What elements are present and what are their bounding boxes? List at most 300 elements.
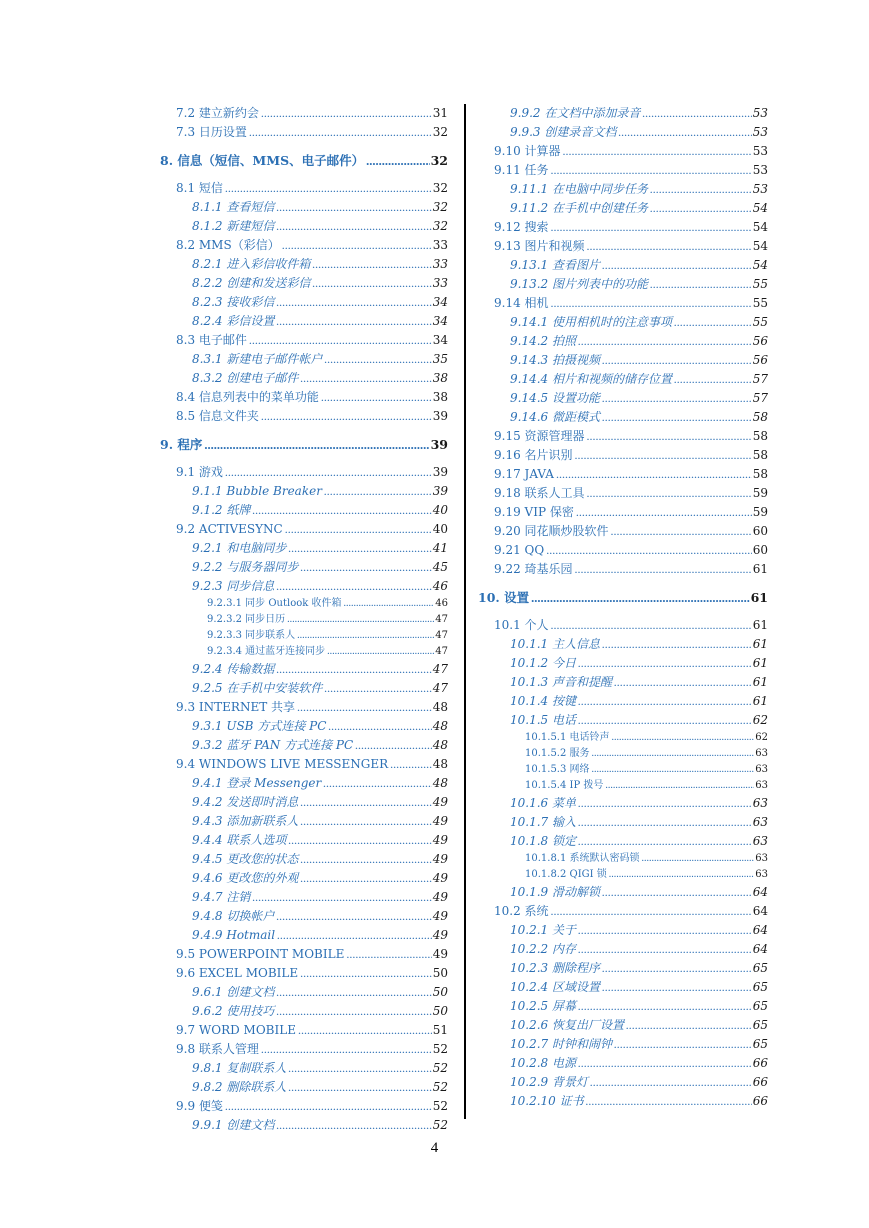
toc-entry-title: 10.2.7 时钟和闹钟 bbox=[510, 1037, 612, 1051]
toc-entry-page: 48 bbox=[432, 738, 448, 752]
toc-entry[interactable] bbox=[192, 198, 448, 217]
toc-leader-dots bbox=[321, 388, 432, 407]
toc-entry[interactable] bbox=[207, 628, 448, 644]
toc-entry-page: 52 bbox=[432, 1118, 448, 1132]
toc-entry-title: 8.3.1 新建电子邮件帐户 bbox=[192, 352, 323, 366]
toc-entry-title: 9.2.4 传输数据 bbox=[192, 662, 275, 676]
toc-entry-page: 56 bbox=[752, 334, 768, 348]
toc-leader-dots bbox=[328, 717, 431, 736]
toc-entry-page: 52 bbox=[432, 1042, 448, 1056]
toc-entry-title: 9.14.5 设置功能 bbox=[510, 391, 600, 405]
toc-entry-title: 9.10 计算器 bbox=[494, 144, 561, 158]
toc-leader-dots bbox=[563, 142, 752, 161]
toc-leader-dots bbox=[546, 541, 752, 560]
toc-entry[interactable] bbox=[510, 408, 768, 427]
toc-leader-dots bbox=[618, 123, 751, 142]
toc-entry[interactable] bbox=[494, 446, 768, 465]
toc-leader-dots bbox=[300, 850, 431, 869]
toc-entry[interactable] bbox=[192, 312, 448, 331]
toc-entry[interactable] bbox=[510, 1035, 768, 1054]
toc-entry-page: 49 bbox=[432, 890, 448, 904]
toc-entry-page: 53 bbox=[752, 144, 768, 158]
toc-entry-page: 39 bbox=[432, 465, 448, 479]
toc-leader-dots bbox=[587, 237, 752, 256]
toc-leader-dots bbox=[626, 1016, 752, 1035]
toc-entry-title: 10.1.3 声音和提醒 bbox=[510, 675, 612, 689]
toc-entry-page: 34 bbox=[432, 333, 448, 347]
toc-entry-page: 32 bbox=[432, 219, 448, 233]
toc-leader-dots bbox=[575, 560, 752, 579]
toc-entry-page: 62 bbox=[755, 732, 768, 743]
toc-entry-page: 54 bbox=[752, 239, 768, 253]
toc-leader-dots bbox=[276, 1002, 431, 1021]
toc-entry-title: 10.1.1 主人信息 bbox=[510, 637, 600, 651]
toc-entry-title: 9.17 JAVA bbox=[494, 467, 554, 481]
column-divider bbox=[464, 104, 466, 1119]
toc-leader-dots bbox=[300, 369, 431, 388]
toc-entry[interactable] bbox=[510, 940, 768, 959]
toc-entry-page: 41 bbox=[432, 541, 448, 555]
toc-entry-page: 32 bbox=[432, 181, 448, 195]
toc-entry-title: 9.14.2 拍照 bbox=[510, 334, 576, 348]
toc-entry-page: 62 bbox=[752, 713, 768, 727]
toc-leader-dots bbox=[642, 104, 751, 123]
toc-entry-title: 8.2 MMS（彩信） bbox=[176, 238, 280, 252]
toc-entry[interactable] bbox=[510, 180, 768, 199]
toc-entry[interactable] bbox=[192, 350, 448, 369]
toc-entry-page: 54 bbox=[752, 201, 768, 215]
toc-entry[interactable] bbox=[192, 1116, 448, 1135]
toc-entry-page: 51 bbox=[432, 1023, 448, 1037]
toc-entry-page: 48 bbox=[432, 719, 448, 733]
toc-entry-page: 47 bbox=[435, 646, 448, 657]
toc-entry[interactable] bbox=[192, 274, 448, 293]
toc-leader-dots bbox=[578, 654, 752, 673]
toc-entry-title: 10.1.5 电话 bbox=[510, 713, 576, 727]
toc-entry[interactable] bbox=[192, 907, 448, 926]
toc-entry-title: 10. 设置 bbox=[478, 590, 530, 605]
toc-entry-page: 61 bbox=[752, 618, 768, 632]
toc-entry[interactable] bbox=[176, 964, 448, 983]
toc-entry-title: 9.6 EXCEL MOBILE bbox=[176, 966, 299, 980]
toc-entry-page: 47 bbox=[432, 662, 448, 676]
toc-entry-page: 64 bbox=[752, 923, 768, 937]
toc-entry-title: 9.7 WORD MOBILE bbox=[176, 1023, 296, 1037]
toc-entry[interactable] bbox=[176, 407, 448, 426]
toc-entry-page: 53 bbox=[752, 163, 768, 177]
toc-entry[interactable] bbox=[494, 237, 768, 256]
toc-entry-page: 52 bbox=[432, 1061, 448, 1075]
toc-entry-page: 34 bbox=[432, 295, 448, 309]
toc-entry[interactable] bbox=[510, 123, 768, 142]
toc-entry[interactable] bbox=[510, 978, 768, 997]
toc-leader-dots bbox=[551, 161, 752, 180]
toc-entry[interactable] bbox=[192, 888, 448, 907]
toc-entry[interactable] bbox=[192, 1059, 448, 1078]
toc-leader-dots bbox=[261, 407, 432, 426]
section-gap bbox=[176, 170, 448, 179]
toc-leader-dots bbox=[324, 350, 431, 369]
toc-leader-dots bbox=[578, 1054, 752, 1073]
toc-entry[interactable] bbox=[494, 560, 768, 579]
toc-leader-dots bbox=[551, 902, 752, 921]
toc-leader-dots bbox=[300, 869, 431, 888]
toc-entry-page: 63 bbox=[752, 796, 768, 810]
toc-entry-title: 9.2.3.3 同步联系人 bbox=[207, 630, 296, 641]
toc-leader-dots bbox=[300, 964, 432, 983]
toc-entry[interactable] bbox=[510, 654, 768, 673]
toc-entry[interactable] bbox=[192, 293, 448, 312]
toc-leader-dots bbox=[578, 813, 752, 832]
toc-left-column bbox=[160, 104, 448, 1135]
toc-entry-title: 9.4.9 Hotmail bbox=[192, 928, 276, 942]
toc-leader-dots bbox=[578, 692, 752, 711]
toc-leader-dots bbox=[614, 1035, 752, 1054]
toc-leader-dots bbox=[276, 1116, 431, 1135]
toc-entry[interactable] bbox=[510, 256, 768, 275]
toc-leader-dots bbox=[587, 427, 752, 446]
toc-entry[interactable] bbox=[192, 482, 448, 501]
toc-leader-dots bbox=[674, 370, 752, 389]
toc-entry-title: 10.2 系统 bbox=[494, 904, 549, 918]
toc-entry-title: 9.4.6 更改您的外观 bbox=[192, 871, 299, 885]
toc-entry-page: 39 bbox=[432, 409, 448, 423]
toc-entry-title: 10.1.8.1 系统默认密码锁 bbox=[525, 853, 640, 864]
toc-entry[interactable] bbox=[510, 997, 768, 1016]
toc-entry-page: 40 bbox=[432, 522, 448, 536]
toc-entry[interactable] bbox=[192, 501, 448, 520]
toc-leader-dots bbox=[355, 736, 432, 755]
toc-leader-dots bbox=[551, 616, 752, 635]
toc-entry-title: 10.2.4 区域设置 bbox=[510, 980, 600, 994]
toc-entry-page: 50 bbox=[432, 985, 448, 999]
toc-leader-dots bbox=[611, 522, 752, 541]
toc-entry[interactable] bbox=[176, 104, 448, 123]
toc-entry-title: 9.6.2 使用技巧 bbox=[192, 1004, 275, 1018]
toc-entry[interactable] bbox=[510, 635, 768, 654]
toc-entry-title: 8.2.2 创建和发送彩信 bbox=[192, 276, 311, 290]
toc-entry[interactable] bbox=[510, 104, 768, 123]
toc-entry-title: 10.1.5.3 网络 bbox=[525, 764, 590, 775]
toc-entry-page: 46 bbox=[432, 579, 448, 593]
toc-entry[interactable] bbox=[510, 275, 768, 294]
toc-entry-page: 52 bbox=[432, 1080, 448, 1094]
toc-entry[interactable] bbox=[176, 1040, 448, 1059]
toc-entry-page: 59 bbox=[752, 486, 768, 500]
toc-entry[interactable] bbox=[510, 711, 768, 730]
toc-entry[interactable] bbox=[510, 332, 768, 351]
toc-entry[interactable] bbox=[494, 161, 768, 180]
toc-entry[interactable] bbox=[176, 123, 448, 142]
toc-entry-title: 10.2.5 屏幕 bbox=[510, 999, 576, 1013]
toc-leader-dots bbox=[252, 888, 431, 907]
toc-entry-page: 60 bbox=[752, 524, 768, 538]
toc-entry[interactable] bbox=[510, 959, 768, 978]
toc-entry-title: 9.9.2 在文档中添加录音 bbox=[510, 106, 641, 120]
toc-entry[interactable] bbox=[510, 1054, 768, 1073]
toc-entry-title: 10.2.6 恢复出厂设置 bbox=[510, 1018, 624, 1032]
toc-entry-title: 9.1.2 纸牌 bbox=[192, 503, 251, 517]
toc-entry[interactable] bbox=[494, 616, 768, 635]
toc-entry-page: 58 bbox=[752, 467, 768, 481]
toc-entry[interactable] bbox=[510, 351, 768, 370]
toc-entry[interactable] bbox=[494, 484, 768, 503]
toc-entry-title: 9.16 名片识别 bbox=[494, 448, 573, 462]
toc-leader-dots bbox=[300, 558, 431, 577]
toc-entry-page: 65 bbox=[752, 999, 768, 1013]
toc-entry-page: 47 bbox=[435, 630, 448, 641]
toc-entry-page: 49 bbox=[432, 814, 448, 828]
section-gap bbox=[176, 426, 448, 435]
toc-entry-title: 10.2.2 内存 bbox=[510, 942, 576, 956]
toc-entry-title: 10.1 个人 bbox=[494, 618, 549, 632]
toc-entry-title: 10.2.1 关于 bbox=[510, 923, 576, 937]
toc-entry-page: 54 bbox=[752, 258, 768, 272]
toc-entry[interactable] bbox=[207, 612, 448, 628]
toc-entry-page: 55 bbox=[752, 315, 768, 329]
toc-entry-page: 61 bbox=[752, 562, 768, 576]
toc-chapter-entry[interactable] bbox=[160, 435, 448, 454]
toc-entry[interactable] bbox=[510, 813, 768, 832]
toc-entry[interactable] bbox=[192, 926, 448, 945]
toc-entry[interactable] bbox=[176, 179, 448, 198]
toc-leader-dots bbox=[650, 180, 752, 199]
toc-leader-dots bbox=[575, 446, 752, 465]
toc-entry[interactable] bbox=[510, 692, 768, 711]
toc-entry-page: 61 bbox=[752, 637, 768, 651]
toc-entry[interactable] bbox=[192, 577, 448, 596]
toc-entry-page: 32 bbox=[432, 125, 448, 139]
toc-entry-page: 61 bbox=[752, 675, 768, 689]
toc-leader-dots bbox=[602, 351, 752, 370]
toc-entry[interactable] bbox=[510, 1016, 768, 1035]
toc-entry[interactable] bbox=[192, 1078, 448, 1097]
toc-entry[interactable] bbox=[192, 660, 448, 679]
toc-leader-dots bbox=[276, 198, 431, 217]
toc-leader-dots bbox=[576, 503, 752, 522]
toc-leader-dots bbox=[346, 945, 431, 964]
toc-entry-title: 10.1.5.4 IP 拨号 bbox=[525, 780, 604, 791]
toc-entry-title: 9.2.5 在手机中安装软件 bbox=[192, 681, 323, 695]
toc-leader-dots bbox=[551, 294, 752, 313]
toc-entry[interactable] bbox=[176, 1097, 448, 1116]
toc-leader-dots bbox=[282, 236, 432, 255]
toc-entry[interactable] bbox=[494, 522, 768, 541]
toc-leader-dots bbox=[261, 104, 432, 123]
toc-leader-dots bbox=[300, 812, 431, 831]
toc-leader-dots bbox=[261, 1040, 432, 1059]
toc-leader-dots bbox=[297, 628, 434, 644]
toc-entry-title: 10.1.4 按键 bbox=[510, 694, 576, 708]
toc-entry[interactable] bbox=[510, 313, 768, 332]
toc-entry[interactable] bbox=[525, 762, 768, 778]
toc-leader-dots bbox=[650, 275, 752, 294]
toc-entry[interactable] bbox=[494, 427, 768, 446]
toc-entry[interactable] bbox=[207, 596, 448, 612]
toc-entry-page: 57 bbox=[752, 391, 768, 405]
toc-entry[interactable] bbox=[510, 673, 768, 692]
toc-entry-page: 65 bbox=[752, 1018, 768, 1032]
toc-entry-page: 63 bbox=[752, 834, 768, 848]
toc-entry-page: 63 bbox=[755, 764, 768, 775]
toc-entry-title: 10.1.9 滑动解锁 bbox=[510, 885, 600, 899]
toc-entry[interactable] bbox=[510, 1073, 768, 1092]
toc-entry-page: 33 bbox=[432, 276, 448, 290]
toc-entry[interactable] bbox=[525, 867, 768, 883]
toc-entry-title: 8.3 电子邮件 bbox=[176, 333, 247, 347]
toc-chapter-entry[interactable] bbox=[160, 151, 448, 170]
toc-leader-dots bbox=[225, 463, 432, 482]
toc-entry-title: 9.13.1 查看图片 bbox=[510, 258, 600, 272]
toc-leader-dots bbox=[642, 851, 755, 867]
toc-entry[interactable] bbox=[510, 389, 768, 408]
toc-entry[interactable] bbox=[494, 294, 768, 313]
toc-entry[interactable] bbox=[176, 945, 448, 964]
toc-entry[interactable] bbox=[192, 255, 448, 274]
toc-entry[interactable] bbox=[176, 463, 448, 482]
toc-entry[interactable] bbox=[192, 812, 448, 831]
toc-entry-page: 65 bbox=[752, 980, 768, 994]
toc-entry-page: 45 bbox=[432, 560, 448, 574]
toc-entry-title: 9.13.2 图片列表中的功能 bbox=[510, 277, 648, 291]
toc-entry[interactable] bbox=[525, 851, 768, 867]
toc-entry[interactable] bbox=[192, 831, 448, 850]
toc-entry-title: 9.2.3.4 通过蓝牙连接同步 bbox=[207, 646, 326, 657]
toc-entry[interactable] bbox=[176, 755, 448, 774]
toc-entry-title: 9.3.2 蓝牙 PAN 方式连接 PC bbox=[192, 738, 354, 752]
toc-entry-title: 9.6.1 创建文档 bbox=[192, 985, 275, 999]
toc-entry-title: 9.21 QQ bbox=[494, 543, 545, 557]
toc-entry[interactable] bbox=[494, 503, 768, 522]
toc-entry[interactable] bbox=[176, 698, 448, 717]
toc-entry[interactable] bbox=[494, 902, 768, 921]
toc-entry[interactable] bbox=[494, 142, 768, 161]
toc-entry-page: 32 bbox=[432, 200, 448, 214]
toc-entry[interactable] bbox=[192, 539, 448, 558]
toc-entry[interactable] bbox=[192, 774, 448, 793]
toc-entry[interactable] bbox=[176, 388, 448, 407]
toc-entry-page: 61 bbox=[752, 656, 768, 670]
toc-entry-title: 9.4.1 登录 Messenger bbox=[192, 776, 322, 790]
toc-entry-title: 9.9.1 创建文档 bbox=[192, 1118, 275, 1132]
toc-entry[interactable] bbox=[494, 541, 768, 560]
toc-entry[interactable] bbox=[192, 679, 448, 698]
toc-entry[interactable] bbox=[525, 730, 768, 746]
toc-entry[interactable] bbox=[192, 217, 448, 236]
toc-entry-title: 10.1.7 输入 bbox=[510, 815, 576, 829]
toc-entry-title: 7.3 日历设置 bbox=[176, 125, 247, 139]
toc-entry[interactable] bbox=[510, 370, 768, 389]
toc-entry[interactable] bbox=[192, 793, 448, 812]
toc-leader-dots bbox=[276, 293, 431, 312]
toc-entry-page: 53 bbox=[752, 182, 768, 196]
toc-entry-page: 49 bbox=[432, 871, 448, 885]
toc-entry-page: 40 bbox=[432, 503, 448, 517]
toc-entry-page: 31 bbox=[432, 106, 448, 120]
toc-entry-title: 9.2.3 同步信息 bbox=[192, 579, 275, 593]
toc-entry[interactable] bbox=[510, 199, 768, 218]
toc-entry[interactable] bbox=[510, 794, 768, 813]
toc-leader-dots bbox=[650, 199, 752, 218]
toc-entry[interactable] bbox=[192, 983, 448, 1002]
toc-entry-page: 63 bbox=[755, 853, 768, 864]
toc-leader-dots bbox=[300, 793, 431, 812]
toc-entry[interactable] bbox=[176, 236, 448, 255]
toc-entry[interactable] bbox=[510, 1092, 768, 1111]
toc-entry[interactable] bbox=[494, 218, 768, 237]
toc-entry[interactable] bbox=[176, 520, 448, 539]
toc-leader-dots bbox=[312, 274, 431, 293]
toc-entry-title: 9.14.3 拍摄视频 bbox=[510, 353, 600, 367]
toc-entry-title: 9.4 WINDOWS LIVE MESSENGER bbox=[176, 757, 389, 771]
toc-entry[interactable] bbox=[176, 1021, 448, 1040]
toc-entry-page: 63 bbox=[755, 748, 768, 759]
toc-leader-dots bbox=[578, 997, 752, 1016]
toc-entry-title: 9.11.1 在电脑中同步任务 bbox=[510, 182, 648, 196]
toc-entry-title: 9.2.3.1 同步 Outlook 收件箱 bbox=[207, 598, 342, 609]
toc-entry-page: 53 bbox=[752, 106, 768, 120]
toc-entry-page: 38 bbox=[432, 371, 448, 385]
toc-leader-dots bbox=[592, 746, 755, 762]
toc-entry[interactable] bbox=[525, 746, 768, 762]
toc-entry-title: 9.15 资源管理器 bbox=[494, 429, 585, 443]
section-gap bbox=[494, 579, 768, 588]
toc-entry[interactable] bbox=[192, 869, 448, 888]
toc-entry-page: 61 bbox=[752, 694, 768, 708]
toc-entry-page: 49 bbox=[432, 947, 448, 961]
toc-entry[interactable] bbox=[525, 778, 768, 794]
toc-entry[interactable] bbox=[192, 558, 448, 577]
toc-entry-page: 39 bbox=[430, 437, 448, 452]
toc-leader-dots bbox=[288, 539, 431, 558]
toc-entry[interactable] bbox=[494, 465, 768, 484]
toc-entry-page: 55 bbox=[752, 296, 768, 310]
toc-leader-dots bbox=[578, 921, 752, 940]
toc-entry[interactable] bbox=[176, 331, 448, 350]
toc-chapter-entry[interactable] bbox=[478, 588, 768, 607]
toc-entry-title: 9.2 ACTIVESYNC bbox=[176, 522, 283, 536]
toc-entry-title: 9.8.2 删除联系人 bbox=[192, 1080, 287, 1094]
toc-entry-page: 32 bbox=[430, 153, 448, 168]
toc-leader-dots bbox=[312, 255, 431, 274]
toc-leader-dots bbox=[578, 794, 752, 813]
toc-entry-title: 9.14 相机 bbox=[494, 296, 549, 310]
toc-entry-title: 9.8 联系人管理 bbox=[176, 1042, 259, 1056]
toc-entry-title: 9.18 联系人工具 bbox=[494, 486, 585, 500]
toc-entry[interactable] bbox=[510, 832, 768, 851]
toc-leader-dots bbox=[366, 152, 429, 170]
toc-entry-page: 56 bbox=[752, 353, 768, 367]
toc-leader-dots bbox=[324, 679, 431, 698]
toc-leader-dots bbox=[276, 983, 431, 1002]
toc-entry[interactable] bbox=[207, 644, 448, 660]
toc-entry-title: 8.2.4 彩信设置 bbox=[192, 314, 275, 328]
toc-entry-page: 33 bbox=[432, 257, 448, 271]
toc-entry-page: 48 bbox=[432, 700, 448, 714]
toc-entry-title: 9.2.3.2 同步日历 bbox=[207, 614, 286, 625]
toc-entry[interactable] bbox=[192, 1002, 448, 1021]
toc-leader-dots bbox=[602, 959, 752, 978]
toc-entry-title: 9.4.4 联系人选项 bbox=[192, 833, 287, 847]
toc-leader-dots bbox=[252, 501, 431, 520]
toc-entry[interactable] bbox=[192, 369, 448, 388]
toc-entry[interactable] bbox=[510, 921, 768, 940]
toc-entry[interactable] bbox=[192, 736, 448, 755]
toc-entry[interactable] bbox=[510, 883, 768, 902]
toc-entry[interactable] bbox=[192, 850, 448, 869]
toc-entry[interactable] bbox=[192, 717, 448, 736]
toc-entry-title: 8. 信息（短信、MMS、电子邮件） bbox=[160, 153, 365, 168]
